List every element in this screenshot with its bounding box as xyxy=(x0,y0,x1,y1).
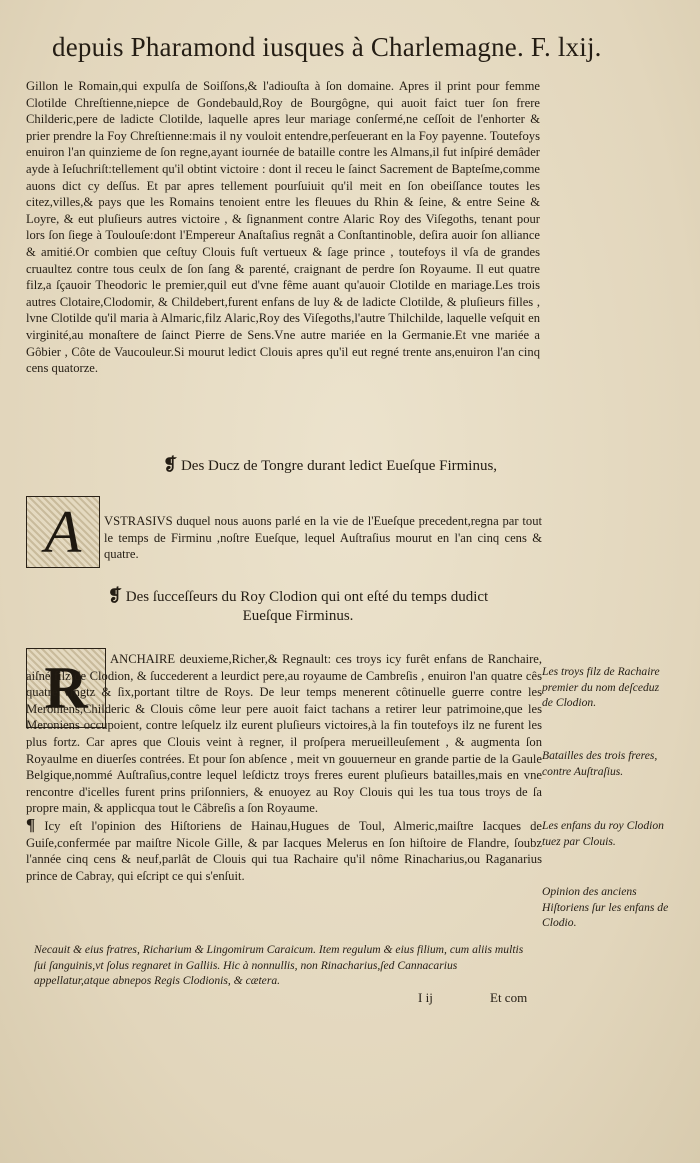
latin-quotation: Necauit & eius fratres, Richarium & Lingomirum Caraicum. Item regulum & eius filium, cum aliis multis ſui ſanguinis,vt ſolus regnaret in Galliis. Hic à nonnullis, non Rinacharius,ſed Cannacarius appellatur,atque abnepos Regis Clodionis, & cætera. xyxy=(34,943,524,987)
paragraph-opinion xyxy=(26,814,542,883)
signature-mark: I ij xyxy=(418,990,433,1005)
catchword: Et com xyxy=(490,990,528,1005)
margin-note: Batailles des trois freres, contre Auſtraſius. xyxy=(542,749,658,778)
paragraph-ranchaire: ANCHAIRE deuxieme,Richer,& Regnault: ces troys icy furêt enfans de Ranchaire, aiſné filz de Clodion, & ſuccederent a leurdict pere,au royaume de Cambreſis , enuiron l'an quatre cês quatre vingtz & ſix,portant tiltre de Roys. De leur temps menerent côtinuelle guerre contre les Meroniens,Childeric & Clouis côme leur pere auoit faict tachans a retirer leur patrimoine,que les Meroniens occupoient, contre leſquelz ilz eurent pluſieurs victoires,à la fin toutefoys ilz ne furent les plus fortz. Car apres que Clouis veint à regner, il proſpera merueilleuſement , & augmenta ſon Royaulme en diuerſes contrées. Et pour ſon abſence , meit vn gouuerneur en grande partie de la Gaule Belgique,nommé Auſtraſius,contre lequel leſdictz troys freres eurent pluſieurs batailles,mais en vne rencontre d'icelles furent prins priſonniers, & enuoyez au Roy Clouis qui les tua tous troys de ſa propre main, & applicqua tout le Câbreſis a ſon Royaume. xyxy=(26,652,542,816)
margin-note: Opinion des anciens Hiſtoriens ſur les enfans de Clodio. xyxy=(542,885,669,930)
margin-note: Les enfans du roy Clodion tuez par Clouis. xyxy=(542,819,664,848)
pilcrow-icon: ¶ xyxy=(26,814,36,834)
pilcrow-icon: ❡ xyxy=(107,586,123,605)
text-block-ranchaire xyxy=(26,651,542,884)
section-heading-successeurs-text: Des ſucceſſeurs du Roy Clodion qui ont eſté du temps dudict Eueſque Firminus. xyxy=(125,589,489,624)
section-heading-ducs-text: Des Ducz de Tongre durant ledict Eueſque Firminus, xyxy=(180,458,498,474)
running-head: depuis Pharamond iusques à Charlemagne. F. lxij. xyxy=(52,32,602,62)
section-heading-ducs xyxy=(150,455,510,476)
paragraph-austrasius: VSTRASIVS duquel nous auons parlé en la vie de l'Eueſque precedent,regna par tout le temps de Firminu ,noſtre Eueſque, lequel Auſtraſius mourut en l'an cinq cens & quatre. xyxy=(104,514,542,562)
pilcrow-icon: ❡ xyxy=(162,455,178,474)
paragraph-opinion-text: Icy eſt l'opinion des Hiſtoriens de Hainau,Hugues de Toul, Almeric,maiſtre Iacques de Guiſe,confermée par maiſtre Nicole Gille, & par Iacques Melerus en ſon hiſtoire de Flandre, ſoubz l'année cinq cens & neuf,parlât de Clouis qui tua Rachaire qu'il nôme Rinacharius,ou Raganarius prince de Cabray, qui eſcript ce qui s'enſuit. xyxy=(26,818,542,883)
decorated-initial-r: R xyxy=(26,648,106,728)
section-heading-successeurs xyxy=(88,586,508,626)
paragraph-clovis: Gillon le Romain,qui expulſa de Soiſſons,& l'adiouſta à ſon domaine. Apres il print pour femme Clotilde Chreſtienne,niepce de Gondebauld,Roy de Bourgôgne, qui auoit faict tuer ſon frere Childeric,pere de ladicte Clotilde, laquelle apres leur mariage conſermé,ne ceſſoit de l'enhorter & prier prendre la Foy Chreſtienne:mais il ny vouloit entendre,perſeuerant en la Foy payenne. Toutefoys enuiron l'an quinzieme de ſon regne,ayant iournée de bataille contre les Almans,il fut inſpiré demâder ayde à Ieſuchriſt:tellement qu'il obtint victoire : dont il receu le ſainct Sacrement de Bapteſme,comme auons dict cy deſſus. Et par apres tellement pourſuiuit qu'il meit en ſon obeiſſance toutes les citez,villes,& pays que les Romains tenoient entre les fleuues du Rhin & ſeine, & entre Seine & Loyre, & eut pluſieurs autres victoire , & ſignanment contre Alaric Roy des Viſegoths, tenant pour lors ſon ſiege à Toulouſe:dont l'Empereur Anaſtaſius regnât a Conſtantinoble, deſira auoir ſon alliance & amitié.Or combien que ceſtuy Clouis fuſt vertueux & ſage prince , toutefoys il vſa de grandes cruaultez contre tous ceulx de ſon ſang & parenté, craignant de perdre ſon Royaume. Il eut quatre filz,a ſçauoir Theodoric le premier,quil eut d'vne fême auant qu'auoir Clotilde en mariage.Les trois autres Clotaire,Clodomir, & Childebert,furent enfans de luy & de ladicte Clotilde, & pluſieurs filles , lvne Clotilde qu'il maria à Almaric,filz Alaric,Roy des Viſegoths,l'autre Thilchilde, laquelle veſquit en virginité,au monaſtere de ſainct Pierre de Sens.Vne autre mariée en la Germanie.Et vne mariée a Gôbier , Côte de Vaucouleur.Si mourut ledict Clouis apres qu'il eut regné trente ans,enuiron l'an cinq cens quatorze. xyxy=(26,79,540,376)
decorated-initial-a: A xyxy=(26,496,100,568)
margin-note: Les troys filz de Rachaire premier du nom deſceduz de Clodion. xyxy=(542,665,660,710)
